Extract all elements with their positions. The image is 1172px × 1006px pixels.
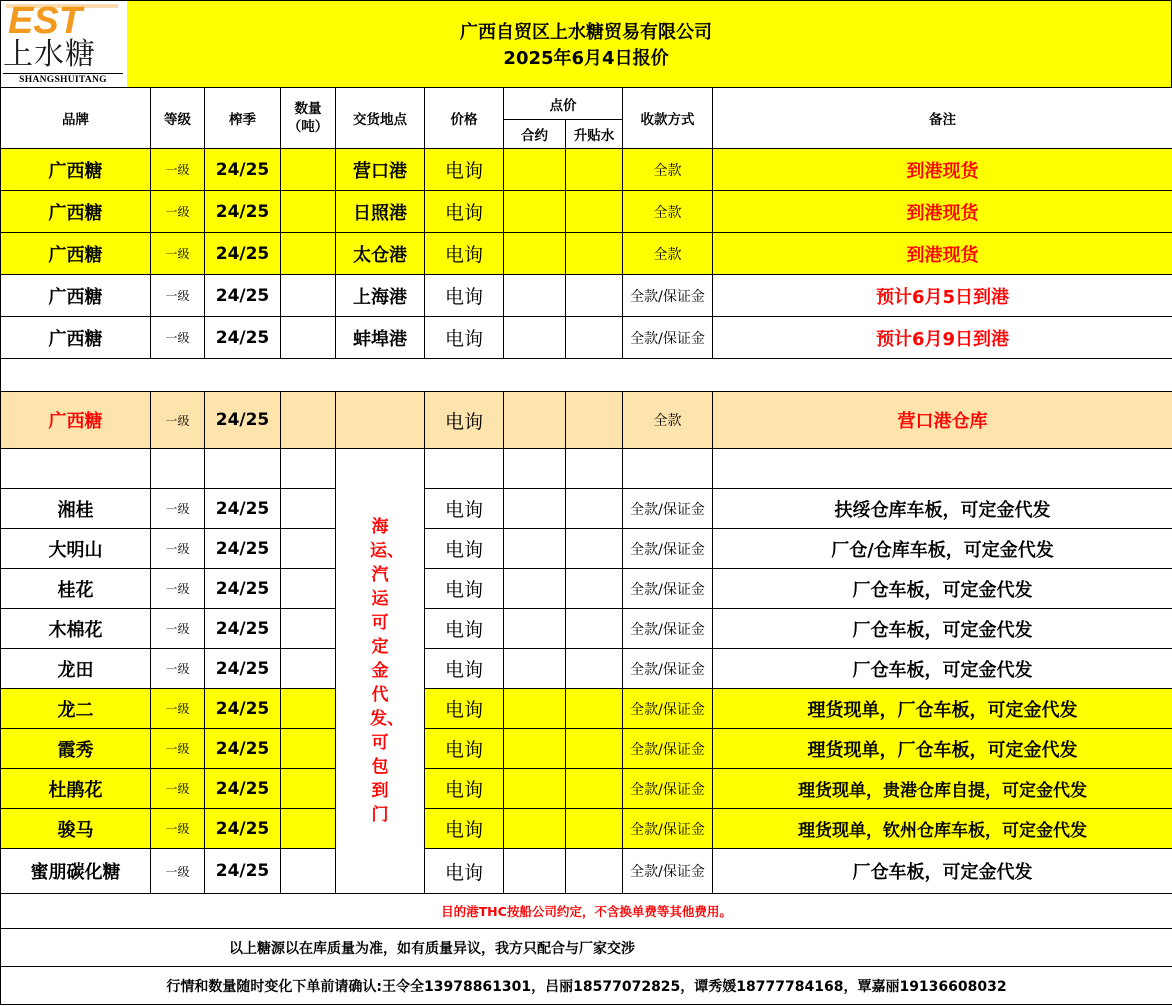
port-row: [1, 275, 1172, 317]
header-quantity-line1: 数量: [294, 101, 322, 117]
contract-cell: [504, 449, 566, 489]
note-cell: 营口港仓库: [713, 392, 1172, 449]
blank-row: [1, 449, 1172, 489]
note-cell: 到港现货: [713, 233, 1172, 275]
brand-cell: 广西糖: [1, 233, 151, 275]
premium-cell: [566, 569, 623, 609]
grade-cell: 一级: [151, 809, 205, 849]
season-cell: 24/25: [205, 649, 281, 689]
premium-cell: [566, 769, 623, 809]
contract-cell: [504, 529, 566, 569]
payment-cell: 全款/保证金: [623, 769, 713, 809]
price-cell: 电询: [425, 809, 504, 849]
price-cell: 电询: [425, 233, 504, 275]
price-cell: 电询: [425, 191, 504, 233]
contract-cell: [504, 149, 566, 191]
contract-cell: [504, 649, 566, 689]
footer-thc-note: 目的港THC按船公司约定，不含换单费等其他费用。: [1, 894, 1172, 929]
price-cell: 电询: [425, 649, 504, 689]
header-delivery-place: 交货地点: [336, 88, 425, 149]
grade-cell: 一级: [151, 689, 205, 729]
brand-cell: 湘桂: [1, 489, 151, 529]
price-cell: 电询: [425, 149, 504, 191]
payment-cell: 全款/保证金: [623, 569, 713, 609]
payment-cell: [623, 449, 713, 489]
port-row: [1, 149, 1172, 191]
grade-cell: 一级: [151, 392, 205, 449]
premium-cell: [566, 809, 623, 849]
factory-row: [1, 689, 1172, 729]
grade-cell: 一级: [151, 649, 205, 689]
note-cell: 理货现单，贵港仓库自提，可定金代发: [713, 769, 1172, 809]
season-cell: 24/25: [205, 849, 281, 894]
grade-cell: [151, 449, 205, 489]
premium-cell: [566, 449, 623, 489]
grade-cell: 一级: [151, 569, 205, 609]
quantity-cell: [281, 317, 336, 359]
quantity-cell: [281, 689, 336, 729]
shipping-note-cell: [336, 449, 425, 894]
premium-cell: [566, 317, 623, 359]
premium-cell: [566, 689, 623, 729]
season-cell: 24/25: [205, 317, 281, 359]
contract-cell: [504, 275, 566, 317]
factory-row: [1, 609, 1172, 649]
note-cell: 到港现货: [713, 149, 1172, 191]
grade-cell: 一级: [151, 769, 205, 809]
header-payment: 收款方式: [623, 88, 713, 149]
quantity-cell: [281, 569, 336, 609]
factory-row: [1, 489, 1172, 529]
quantity-cell: [281, 529, 336, 569]
grade-cell: 一级: [151, 233, 205, 275]
grade-cell: 一级: [151, 849, 205, 894]
brand-cell: 广西糖: [1, 275, 151, 317]
header-grade: 等级: [151, 88, 205, 149]
premium-cell: [566, 191, 623, 233]
price-cell: 电询: [425, 489, 504, 529]
premium-cell: [566, 275, 623, 317]
brand-cell: 龙二: [1, 689, 151, 729]
brand-cell: 骏马: [1, 809, 151, 849]
payment-cell: 全款/保证金: [623, 649, 713, 689]
quantity-cell: [281, 233, 336, 275]
grade-cell: 一级: [151, 529, 205, 569]
company-name: 广西自贸区上水糖贸易有限公司: [460, 22, 712, 43]
note-cell: 理货现单，厂仓车板，可定金代发: [713, 689, 1172, 729]
price-cell: 电询: [425, 275, 504, 317]
shipping-note-text: 海运、汽运可定金代发、可包到门: [370, 517, 404, 825]
warehouse-row: [1, 392, 1172, 449]
premium-cell: [566, 489, 623, 529]
price-cell: 电询: [425, 317, 504, 359]
price-cell: 电询: [425, 769, 504, 809]
payment-cell: 全款: [623, 149, 713, 191]
contract-cell: [504, 317, 566, 359]
grade-cell: 一级: [151, 191, 205, 233]
brand-cell: 广西糖: [1, 392, 151, 449]
spacer-row: [1, 359, 1172, 392]
quantity-cell: [281, 449, 336, 489]
payment-cell: 全款/保证金: [623, 609, 713, 649]
footer-quality-row: [1, 929, 1172, 967]
note-cell: 理货现单，钦州仓库车板，可定金代发: [713, 809, 1172, 849]
season-cell: 24/25: [205, 392, 281, 449]
grade-cell: 一级: [151, 489, 205, 529]
factory-row: [1, 569, 1172, 609]
payment-cell: 全款/保证金: [623, 689, 713, 729]
grade-cell: 一级: [151, 609, 205, 649]
note-cell: 厂仓车板，可定金代发: [713, 569, 1172, 609]
footer-thc-row: [1, 894, 1172, 929]
brand-cell: [1, 449, 151, 489]
contract-cell: [504, 689, 566, 729]
quantity-cell: [281, 392, 336, 449]
delivery-place-cell: 日照港: [336, 191, 425, 233]
note-cell: 厂仓/仓库车板，可定金代发: [713, 529, 1172, 569]
payment-cell: 全款/保证金: [623, 489, 713, 529]
season-cell: 24/25: [205, 529, 281, 569]
quote-title: [128, 20, 1044, 72]
season-cell: 24/25: [205, 729, 281, 769]
contract-cell: [504, 191, 566, 233]
season-cell: 24/25: [205, 569, 281, 609]
price-table: [0, 87, 1172, 1005]
brand-cell: 霞秀: [1, 729, 151, 769]
factory-row: [1, 769, 1172, 809]
port-row: [1, 317, 1172, 359]
price-cell: 电询: [425, 392, 504, 449]
premium-cell: [566, 649, 623, 689]
header-contract: 合约: [504, 120, 566, 149]
quantity-cell: [281, 809, 336, 849]
premium-cell: [566, 392, 623, 449]
payment-cell: 全款: [623, 392, 713, 449]
logo-chinese-name: 上水糖: [3, 37, 96, 72]
contract-cell: [504, 609, 566, 649]
logo-est-text: EST: [8, 0, 82, 40]
season-cell: 24/25: [205, 191, 281, 233]
season-cell: 24/25: [205, 769, 281, 809]
contract-cell: [504, 729, 566, 769]
grade-cell: 一级: [151, 275, 205, 317]
note-cell: 预计6月9日到港: [713, 317, 1172, 359]
premium-cell: [566, 729, 623, 769]
brand-cell: 桂花: [1, 569, 151, 609]
brand-cell: 木棉花: [1, 609, 151, 649]
quantity-cell: [281, 275, 336, 317]
payment-cell: 全款/保证金: [623, 529, 713, 569]
price-cell: [425, 449, 504, 489]
season-cell: 24/25: [205, 489, 281, 529]
footer-quality-note: 以上糖源以在库质量为准，如有质量异议，我方只配合与厂家交涉: [1, 929, 1172, 967]
premium-cell: [566, 849, 623, 894]
payment-cell: 全款/保证金: [623, 729, 713, 769]
contract-cell: [504, 809, 566, 849]
port-row: [1, 191, 1172, 233]
premium-cell: [566, 609, 623, 649]
premium-cell: [566, 149, 623, 191]
payment-cell: 全款/保证金: [623, 849, 713, 894]
logo-english-name: SHANGSHUITANG: [3, 73, 123, 85]
header-quantity: [281, 88, 336, 149]
quantity-cell: [281, 849, 336, 894]
footer-contacts-row: [1, 967, 1172, 1005]
grade-cell: 一级: [151, 149, 205, 191]
premium-cell: [566, 529, 623, 569]
port-row: [1, 233, 1172, 275]
note-cell: 厂仓车板，可定金代发: [713, 649, 1172, 689]
price-cell: 电询: [425, 529, 504, 569]
price-cell: 电询: [425, 689, 504, 729]
note-cell: 到港现货: [713, 191, 1172, 233]
season-cell: 24/25: [205, 233, 281, 275]
season-cell: 24/25: [205, 689, 281, 729]
note-cell: 理货现单，厂仓车板，可定金代发: [713, 729, 1172, 769]
delivery-place-cell: 蚌埠港: [336, 317, 425, 359]
factory-row: [1, 529, 1172, 569]
factory-row: [1, 729, 1172, 769]
quantity-cell: [281, 609, 336, 649]
note-cell: 扶绥仓库车板，可定金代发: [713, 489, 1172, 529]
season-cell: 24/25: [205, 275, 281, 317]
price-cell: 电询: [425, 569, 504, 609]
logo-est-mark: [4, 0, 122, 40]
delivery-place-cell: 太仓港: [336, 233, 425, 275]
factory-row: [1, 809, 1172, 849]
brand-cell: 杜鹃花: [1, 769, 151, 809]
header-season: 榨季: [205, 88, 281, 149]
season-cell: 24/25: [205, 149, 281, 191]
brand-cell: 龙田: [1, 649, 151, 689]
note-cell: 厂仓车板，可定金代发: [713, 609, 1172, 649]
quantity-cell: [281, 149, 336, 191]
factory-row: [1, 849, 1172, 894]
header-note: 备注: [713, 88, 1172, 149]
note-cell: [713, 449, 1172, 489]
header-quantity-line2: （吨）: [287, 119, 329, 135]
price-cell: 电询: [425, 849, 504, 894]
delivery-place-cell: [336, 392, 425, 449]
delivery-place-cell: 上海港: [336, 275, 425, 317]
factory-row: [1, 649, 1172, 689]
payment-cell: 全款: [623, 233, 713, 275]
contract-cell: [504, 849, 566, 894]
payment-cell: 全款/保证金: [623, 809, 713, 849]
payment-cell: 全款/保证金: [623, 317, 713, 359]
footer-contacts: 行情和数量随时变化下单前请确认:王令全13978861301，吕丽18577072825，谭秀媛18777784168，覃嘉丽19136608032: [1, 967, 1172, 1005]
brand-cell: 广西糖: [1, 191, 151, 233]
premium-cell: [566, 233, 623, 275]
brand-cell: 广西糖: [1, 317, 151, 359]
contract-cell: [504, 569, 566, 609]
grade-cell: 一级: [151, 729, 205, 769]
table-header-row: [1, 88, 1172, 120]
note-cell: 预计6月5日到港: [713, 275, 1172, 317]
payment-cell: 全款/保证金: [623, 275, 713, 317]
quote-date: 2025年6月4日报价: [503, 48, 669, 69]
logo-swoosh: [6, 4, 118, 8]
payment-cell: 全款: [623, 191, 713, 233]
season-cell: [205, 449, 281, 489]
season-cell: 24/25: [205, 609, 281, 649]
contract-cell: [504, 769, 566, 809]
brand-cell: 蜜朋碳化糖: [1, 849, 151, 894]
spacer-cell: [1, 359, 1172, 392]
delivery-place-cell: 营口港: [336, 149, 425, 191]
price-cell: 电询: [425, 729, 504, 769]
header-point-price: 点价: [504, 88, 623, 120]
brand-cell: 广西糖: [1, 149, 151, 191]
contract-cell: [504, 489, 566, 529]
header-price: 价格: [425, 88, 504, 149]
contract-cell: [504, 392, 566, 449]
quantity-cell: [281, 191, 336, 233]
contract-cell: [504, 233, 566, 275]
brand-cell: 大明山: [1, 529, 151, 569]
quantity-cell: [281, 769, 336, 809]
note-cell: 厂仓车板，可定金代发: [713, 849, 1172, 894]
header-brand: 品牌: [1, 88, 151, 149]
season-cell: 24/25: [205, 809, 281, 849]
header-premium: 升贴水: [566, 120, 623, 149]
quantity-cell: [281, 649, 336, 689]
quantity-cell: [281, 729, 336, 769]
grade-cell: 一级: [151, 317, 205, 359]
price-cell: 电询: [425, 609, 504, 649]
quantity-cell: [281, 489, 336, 529]
